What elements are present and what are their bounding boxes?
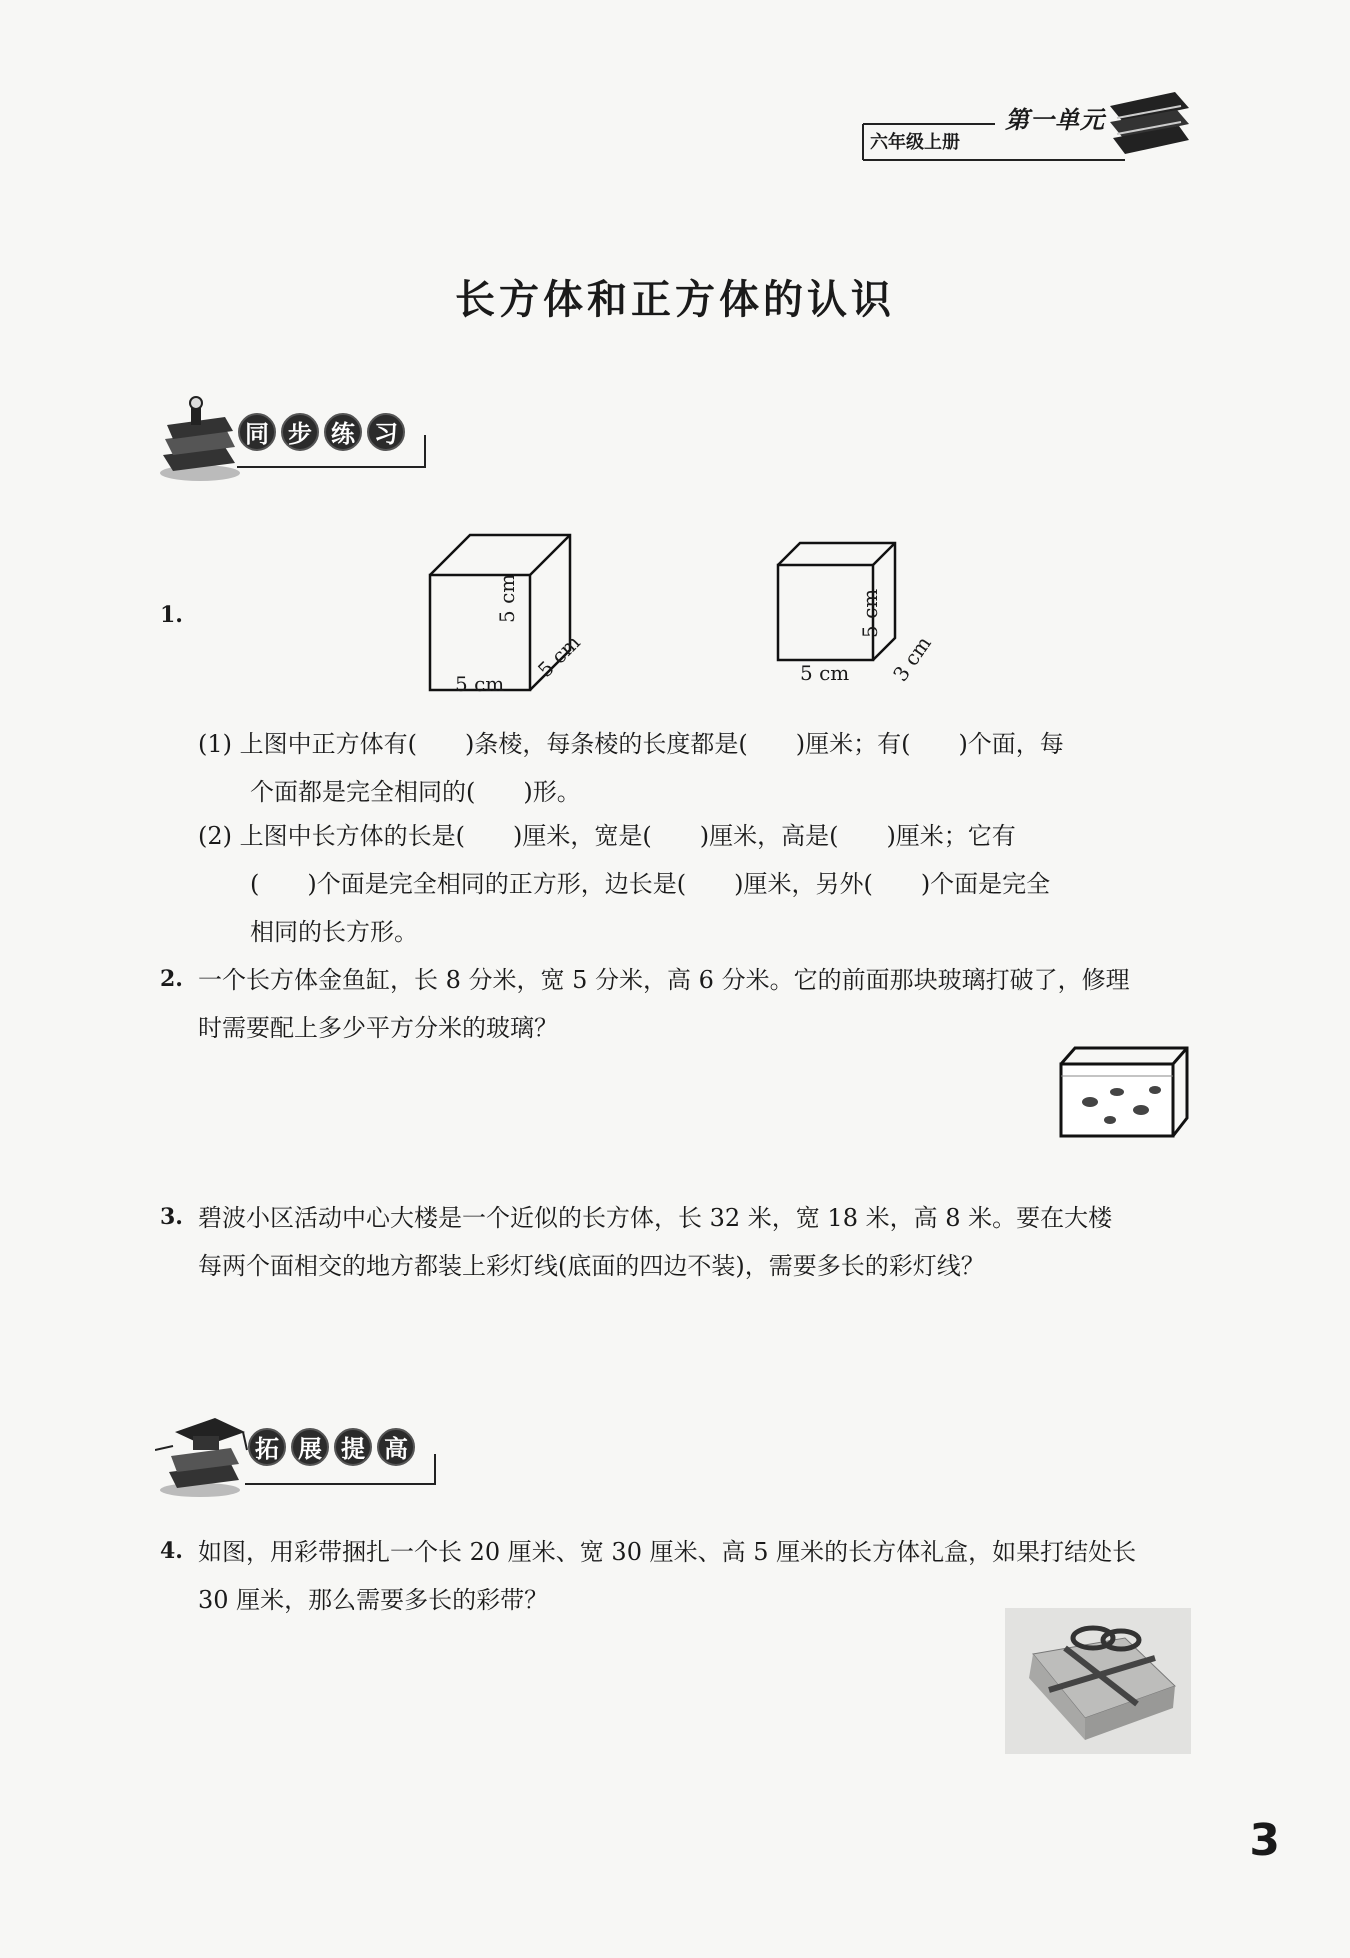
q1-part2-line2: ( )个面是完全相同的正方形，边长是( )厘米，另外( )个面是完全 <box>250 870 1051 898</box>
section-title-char: 习 <box>367 413 405 451</box>
q1-part1-line1: (1) 上图中正方体有( )条棱，每条棱的长度都是( )厘米；有( )个面，每 <box>198 730 1064 758</box>
cuboid-right-label: 5 cm <box>858 588 882 638</box>
question-number: 4. <box>160 1538 183 1564</box>
q1-part2-line1: (2) 上图中长方体的长是( )厘米，宽是( )厘米，高是( )厘米；它有 <box>198 822 1016 850</box>
q3-line2: 每两个面相交的地方都装上彩灯线(底面的四边不装)，需要多长的彩灯线？ <box>198 1252 985 1280</box>
page-title: 长方体和正方体的认识 <box>455 276 895 323</box>
q1-part2-line3: 相同的长方形。 <box>250 918 418 946</box>
section-title-char: 同 <box>238 413 276 451</box>
q4-line2: 30 厘米，那么需要多长的彩带？ <box>198 1586 549 1614</box>
q4-line1: 如图，用彩带捆扎一个长 20 厘米、宽 30 厘米、高 5 厘米的长方体礼盒，如果打结处长 <box>198 1538 1137 1566</box>
cuboid-bottom-label: 5 cm <box>800 661 850 685</box>
extension-section-title <box>248 1428 420 1466</box>
q3-line1: 碧波小区活动中心大楼是一个近似的长方体，长 32 米，宽 18 米，高 8 米。要在大楼 <box>198 1204 1113 1232</box>
q2-line2: 时需要配上多少平方分米的玻璃？ <box>198 1014 558 1042</box>
cube-bottom-label: 5 cm <box>455 672 505 696</box>
gift-box-photo <box>1005 1608 1191 1754</box>
question-number: 1. <box>160 602 183 628</box>
cuboid-depth-label: 3 cm <box>888 631 936 686</box>
page-number: 3 <box>1249 1815 1280 1866</box>
grade-label: 六年级上册 <box>870 132 960 153</box>
section-title-char: 提 <box>334 1428 372 1466</box>
graduation-cap-books-icon <box>155 1418 247 1497</box>
cube-depth-label: 5 cm <box>533 630 585 682</box>
q1-part1-line2: 个面都是完全相同的( )形。 <box>250 778 581 806</box>
book-stack-lamp-icon <box>160 397 240 481</box>
question-number: 2. <box>160 966 183 992</box>
practice-section-title <box>238 413 410 451</box>
book-stack-icon <box>1110 92 1189 154</box>
section-title-char: 步 <box>281 413 319 451</box>
cube-right-label: 5 cm <box>495 573 519 623</box>
section-title-char: 展 <box>291 1428 329 1466</box>
section-title-char: 高 <box>377 1428 415 1466</box>
fish-tank-illustration <box>1055 1042 1195 1142</box>
q2-line1: 一个长方体金鱼缸，长 8 分米，宽 5 分米，高 6 分米。它的前面那块玻璃打破了，修理 <box>198 966 1130 994</box>
unit-label: 第一单元 <box>1005 106 1105 134</box>
section-title-char: 练 <box>324 413 362 451</box>
question-number: 3. <box>160 1204 183 1230</box>
section-title-char: 拓 <box>248 1428 286 1466</box>
